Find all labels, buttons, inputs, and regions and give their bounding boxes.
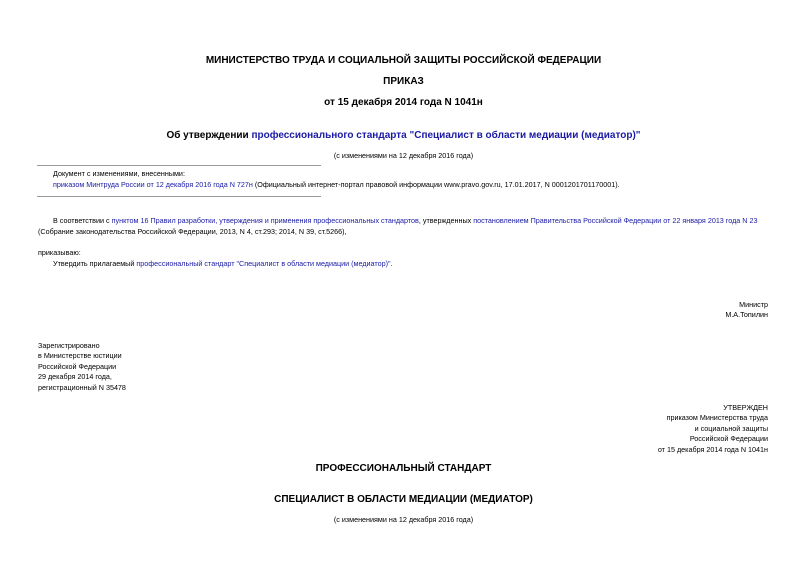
order-title [0, 130, 807, 141]
amendments-top-divider [37, 165, 321, 166]
signature-block [725, 300, 768, 321]
amendments-source: (Официальный интернет-портал правовой информации www.pravo.gov.ru, 17.01.2017, N 0001201701170001). [252, 180, 620, 189]
standard-name: СПЕЦИАЛИСТ В ОБЛАСТИ МЕДИАЦИИ (МЕДИАТОР) [274, 494, 533, 505]
registration-line: в Министерстве юстиции [38, 351, 122, 361]
registration-line: Российской Федерации [38, 361, 117, 371]
approval-block [658, 403, 768, 455]
attached-standard-link[interactable]: профессиональный стандарт "Специалист в области медиации (медиатор)" [136, 259, 391, 268]
approval-line: Российской Федерации [689, 434, 768, 444]
approve-clause [53, 259, 393, 268]
preamble-line-1 [53, 216, 757, 225]
government-decree-link[interactable]: постановлением Правительства Российской Федерации от 22 января 2013 года N 23 [473, 216, 758, 225]
signatory-position: Министр [739, 300, 768, 309]
approval-line: приказом Министерства труда [666, 413, 768, 423]
preamble-text-b: , утвержденных [418, 216, 474, 225]
approve-text-b: . [390, 259, 393, 268]
preamble-text-a: В соответствии с [53, 216, 112, 225]
order-date-number: от 15 декабря 2014 года N 1041н [324, 97, 483, 108]
approval-line: от 15 декабря 2014 года N 1041н [657, 444, 768, 454]
preamble-line-2: (Собрание законодательства Российской Федерации, 2013, N 4, ст.293; 2014, N 39, ст.5266), [38, 227, 347, 236]
registration-block [38, 341, 126, 393]
approve-text-a: Утвердить прилагаемый [53, 259, 137, 268]
amendments-entry [53, 180, 620, 189]
amendments-intro: Документ с изменениями, внесенными: [53, 169, 185, 178]
document-type: ПРИКАЗ [383, 76, 424, 87]
standard-changes-note: (с изменениями на 12 декабря 2016 года) [333, 515, 474, 524]
standard-heading: ПРОФЕССИОНАЛЬНЫЙ СТАНДАРТ [315, 463, 492, 474]
registration-line: Зарегистрировано [38, 341, 100, 350]
standard-title-link[interactable]: профессионального стандарта "Специалист в области медиации (медиатор)" [251, 130, 641, 141]
order-word: приказываю: [38, 248, 81, 257]
order-title-prefix: Об утверждении [166, 130, 252, 141]
title-changes-note: (с изменениями на 12 декабря 2016 года) [333, 151, 474, 160]
signatory-name: М.А.Топилин [725, 310, 768, 320]
amendments-bottom-divider [37, 196, 321, 197]
approval-line: УТВЕРЖДЕН [723, 403, 768, 412]
amending-order-link[interactable]: приказом Минтруда России от 12 декабря 2016 года N 727н [53, 180, 253, 189]
registration-line: 29 декабря 2014 года, [38, 372, 112, 382]
ministry-heading: МИНИСТЕРСТВО ТРУДА И СОЦИАЛЬНОЙ ЗАЩИТЫ РОССИЙСКОЙ ФЕДЕРАЦИИ [205, 55, 602, 66]
rules-point-link[interactable]: пунктом 16 Правил разработки, утверждения и применения профессиональных стандартов [111, 216, 419, 225]
registration-line: регистрационный N 35478 [38, 382, 126, 392]
approval-line: и социальной защиты [694, 423, 768, 433]
